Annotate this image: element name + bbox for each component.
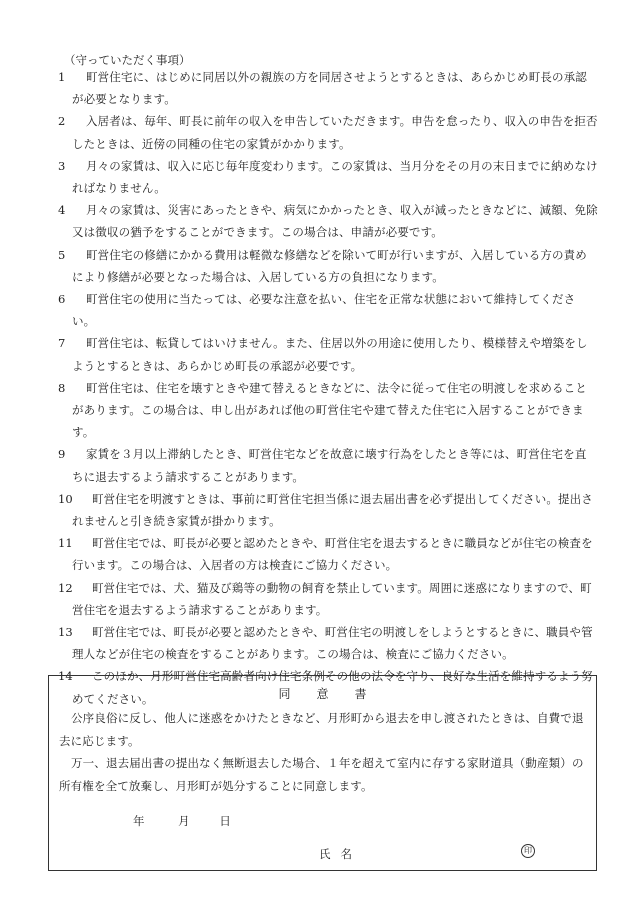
- rule-number: 12: [58, 580, 73, 595]
- rule-number: 2: [58, 114, 66, 129]
- name-label: 氏名: [319, 847, 362, 861]
- rule-text: 入居者は、毎年、町長に前年の収入を申告していただきます。申告を怠ったり、収入の申告を拒否したときは、近傍の同種の住宅の家賃がかかります。: [72, 114, 598, 151]
- date-month-label: 月: [178, 814, 190, 828]
- date-year-label: 年: [133, 814, 145, 828]
- rule-number: 7: [58, 336, 66, 351]
- rule-text: 町営住宅に、はじめに同居以外の親族の方を同居させようとするときは、あらかじめ町長の承認が必要となります。: [72, 70, 587, 107]
- rule-text: 家賃を３月以上滞納したとき、町営住宅などを故意に壊す行為をしたとき等には、町営住宅を直ちに退去するよう請求することがあります。: [72, 447, 587, 484]
- rule-item: [58, 199, 598, 243]
- rule-text: 町営住宅の修繕にかかる費用は軽微な修繕などを除いて町が行いますが、入居している方の責めにより修繕が必要となった場合は、入居している方の負担になります。: [72, 247, 587, 284]
- rule-text: 町営住宅では、町長が必要と認めたときや、町営住宅を退去するときに職員などが住宅の検査を行います。この場合は、入居者の方は検査にご協力ください。: [72, 536, 593, 573]
- rule-item: [58, 443, 598, 487]
- rule-number: 14: [58, 669, 73, 684]
- rules-list: [58, 66, 598, 710]
- date-day-label: 日: [219, 814, 231, 828]
- rule-number: 13: [58, 625, 73, 640]
- rule-number: 10: [58, 491, 73, 506]
- consent-paragraph-1: 公序良俗に反し、他人に迷惑をかけたときなど、月形町から退去を申し渡されたときは、自費で退去に応じます。: [59, 711, 584, 748]
- consent-form: [48, 675, 597, 871]
- rule-text: 月々の家賃は、災害にあったときや、病気にかかったとき、収入が減ったときなどに、減額、免除又は徴収の猶予をすることができます。この場合は、申請が必要です。: [72, 203, 598, 240]
- rule-number: 3: [58, 158, 66, 173]
- consent-title: 同意書: [278, 687, 393, 701]
- rule-number: 11: [58, 536, 73, 551]
- rule-number: 4: [58, 203, 66, 218]
- rule-number: 9: [58, 447, 66, 462]
- seal-mark-icon: 印: [521, 844, 535, 858]
- rule-item: [58, 288, 598, 332]
- rule-item: [58, 488, 598, 532]
- rule-item: [58, 532, 598, 576]
- rule-text: 町営住宅の使用に当たっては、必要な注意を払い、住宅を正常な状態において維持してください。: [72, 292, 576, 329]
- rule-number: 5: [58, 247, 66, 262]
- rule-item: [58, 332, 598, 376]
- consent-paragraph-2: 万一、退去届出書の提出なく無断退去した場合、１年を超えて室内に存する家財道具（動産類）の所有権を全て放棄し、月形町が処分することに同意します。: [59, 756, 584, 793]
- rule-text: 町営住宅では、町長が必要と認めたときや、町営住宅の明渡しをしようとするときに、職員や管理人などが住宅の検査をすることがあります。この場合は、検査にご協力ください。: [72, 625, 593, 662]
- rule-item: [58, 377, 598, 444]
- rule-number: 6: [58, 292, 66, 307]
- rule-item: [58, 155, 598, 199]
- rule-item: [58, 244, 598, 288]
- rule-item: [58, 66, 598, 110]
- rule-item: [58, 621, 598, 665]
- section-heading: （守っていただく事項）: [64, 53, 191, 67]
- rule-number: 1: [58, 70, 66, 84]
- rule-text: このほか、月形町営住宅高齢者向け住宅条例その他の法令を守り、良好な生活を維持するよう努めてください。: [72, 669, 593, 706]
- rule-text: 町営住宅は、転貸してはいけません。また、住居以外の用途に使用したり、模様替えや増築をしようとするときは、あらかじめ町長の承認が必要です。: [72, 336, 588, 373]
- date-line: [133, 813, 231, 829]
- rule-text: 月々の家賃は、収入に応じ毎年度変わります。この家賃は、当月分をその月の末日までに納めなければなりません。: [72, 158, 598, 196]
- rule-item: [58, 110, 598, 154]
- rule-text: 町営住宅は、住宅を壊すときや建て替えるときなどに、法令に従って住宅の明渡しを求めることがあります。この場合は、申し出があれば他の町営住宅や建て替えた住宅に入居することができます。: [72, 380, 587, 440]
- rule-text: 町営住宅では、犬、猫及び鶏等の動物の飼育を禁止しています。周囲に迷惑になりますので、町営住宅を退去するよう請求することがあります。: [72, 580, 592, 617]
- rule-item: [58, 577, 598, 621]
- rule-number: 8: [58, 380, 66, 395]
- rule-text: 町営住宅を明渡すときは、事前に町営住宅担当係に退去届出書を必ず提出してください。提出されませんと引き続き家賃が掛かります。: [72, 491, 593, 529]
